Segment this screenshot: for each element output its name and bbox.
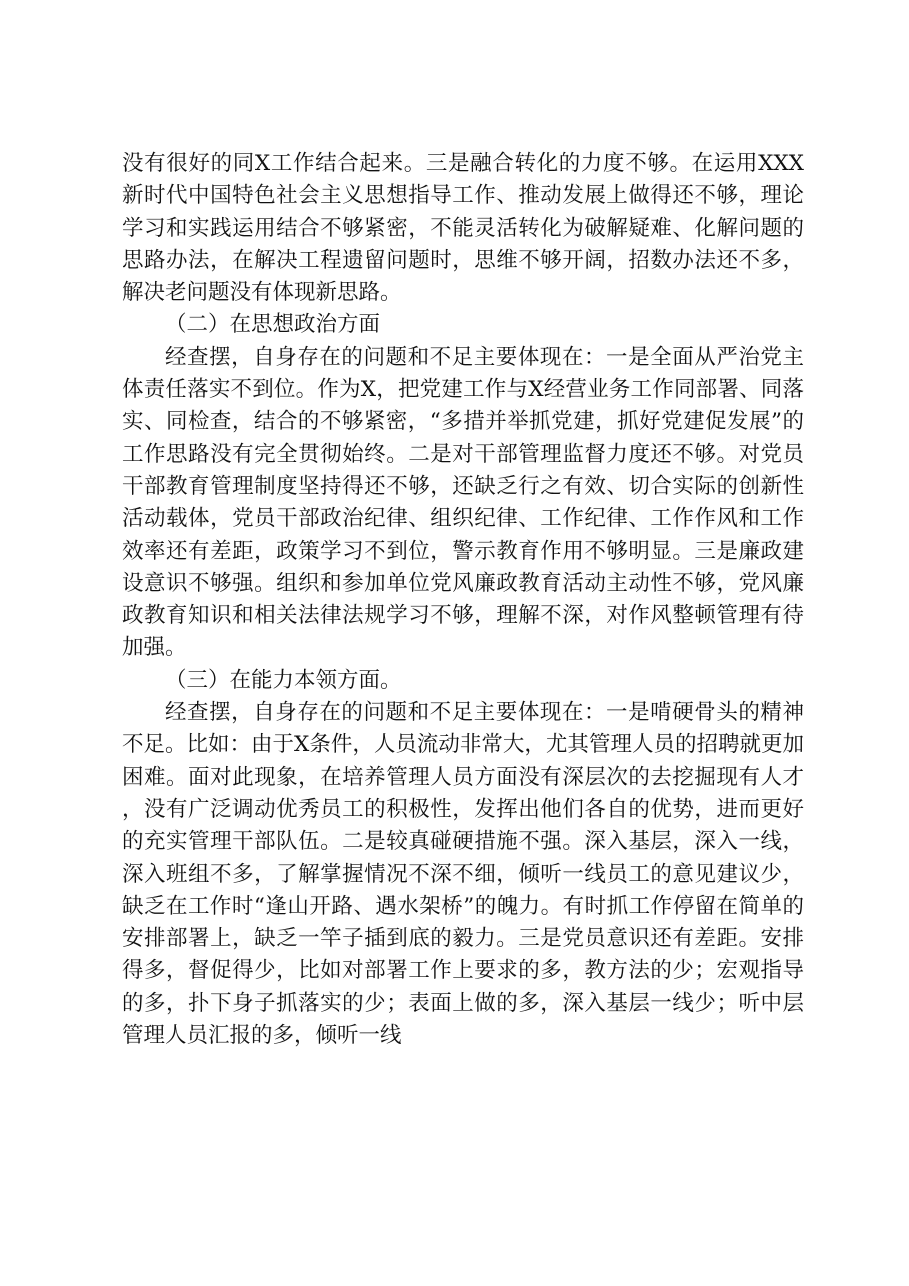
section-heading-ideology: （二）在思想政治方面 [165, 312, 381, 338]
paragraph-ideology-issues: 经查摆，自身存在的问题和不足主要体现在：一是全面从严治党主体责任落实不到位。作为X，把党建工作与X经营业务工作同部署、同落实、同检查，结合的不够紧密，“多措并举抓党建，抓好党建促发展”的工作思路没有完全贯彻始终。二是对干部管理监督力度还不够。对党员干部教育管理制度坚持得还不够，还缺乏行之有效、切合实际的创新性活动载体，党员干部政治纪律、组织纪律、工作纪律、工作作风和工作效率还有差距，政策学习不到位，警示教育作用不够明显。三是廉政建设意识不够强。组织和参加单位党风廉政教育活动主动性不够，党风廉政教育知识和相关法律法规学习不够，理解不深，对作风整顿管理有待加强。 [122, 344, 804, 661]
paragraph-ability-issues: 经查摆，自身存在的问题和不足主要体现在：一是啃硬骨头的精神不足。比如：由于X条件，人员流动非常大，尤其管理人员的招聘就更加困难。面对此现象，在培养管理人员方面没有深层次的去挖掘现有人才，没有广泛调动优秀员工的积极性，发挥出他们各自的优势，进而更好的充实管理干部队伍。二是较真碰硬措施不强。深入基层，深入一线，深入班组不多，了解掌握情况不深不细，倾听一线员工的意见建议少，缺乏在工作时“逢山开路、遇水架桥”的魄力。有时抓工作停留在简单的安排部署上，缺乏一竿子插到底的毅力。三是党员意识还有差距。安排得多，督促得少，比如对部署工作上要求的多，教方法的少；宏观指导的多，扑下身子抓落实的少；表面上做的多，深入基层一线少；听中层管理人员汇报的多，倾听一线 [122, 700, 804, 1049]
document-body [122, 148, 804, 1052]
section-heading-ability: （三）在能力本领方面。 [165, 667, 402, 693]
paragraph-continuation: 没有很好的同X工作结合起来。三是融合转化的力度不够。在运用XXX新时代中国特色社会主义思想指导工作、推动发展上做得还不够，理论学习和实践运用结合不够紧密，不能灵活转化为破解疑难、化解问题的思路办法，在解决工程遗留问题时，思维不够开阔，招数办法还不多，解决老问题没有体现新思路。 [122, 151, 804, 306]
